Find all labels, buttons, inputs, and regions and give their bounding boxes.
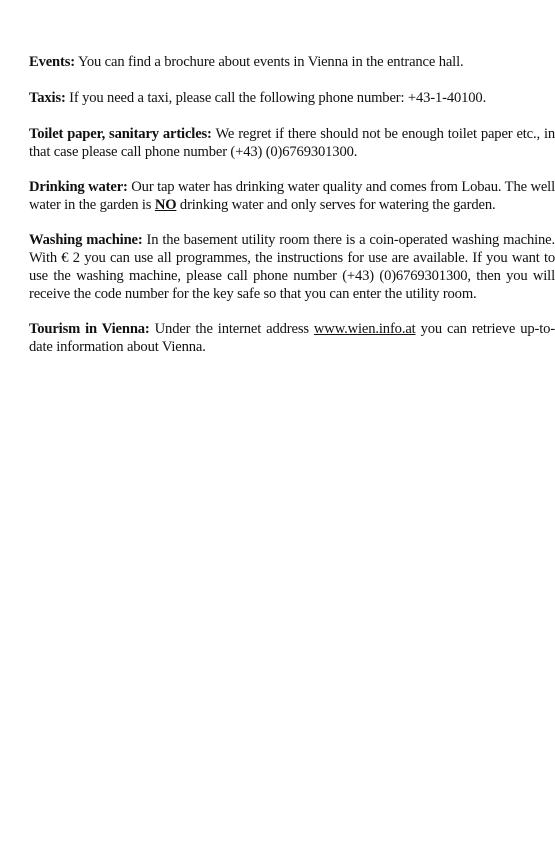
events-paragraph [29, 53, 555, 71]
events-text: You can find a brochure about events in Vienna in the entrance hall. [74, 54, 464, 70]
tourism-text-after: you can retrieve up-to-date information about Vienna. [29, 321, 555, 355]
drinking-water-text-after: drinking water and only serves for watering the garden. [176, 197, 496, 213]
drinking-water-no-emphasis: NO [154, 197, 177, 213]
toilet-paper-heading: Toilet paper, sanitary articles: [29, 126, 212, 142]
tourism-link[interactable]: www.wien.info.at [313, 321, 416, 337]
washing-machine-heading: Washing machine: [29, 232, 143, 248]
toilet-paper-text: We regret if there should not be enough toilet paper etc., in that case please call phone number (+43) (0)6769301300. [29, 126, 555, 160]
events-heading: Events: [29, 54, 75, 70]
tourism-heading: Tourism in Vienna: [29, 321, 150, 337]
washing-machine-paragraph [29, 231, 555, 303]
drinking-water-text-before: Our tap water has drinking water quality and comes from Lobau. The well water in the garden is [29, 179, 555, 213]
tourism-paragraph [29, 320, 555, 356]
taxis-paragraph [29, 89, 555, 107]
washing-machine-text: In the basement utility room there is a coin-operated washing machine. With € 2 you can use all programmes, the instructions for use are available. If you want to use the washing machine, please call phone number (+43) (0)6769301300, then you will receive the code number for the key safe so that you can enter the utility room. [29, 232, 555, 302]
drinking-water-paragraph [29, 178, 555, 214]
taxis-text: If you need a taxi, please call the following phone number: +43-1-40100. [65, 90, 487, 106]
taxis-heading: Taxis: [29, 90, 66, 106]
drinking-water-heading: Drinking water: [29, 179, 128, 195]
document-page [29, 53, 555, 373]
toilet-paper-paragraph [29, 125, 555, 161]
tourism-text-before: Under the internet address [149, 321, 314, 337]
